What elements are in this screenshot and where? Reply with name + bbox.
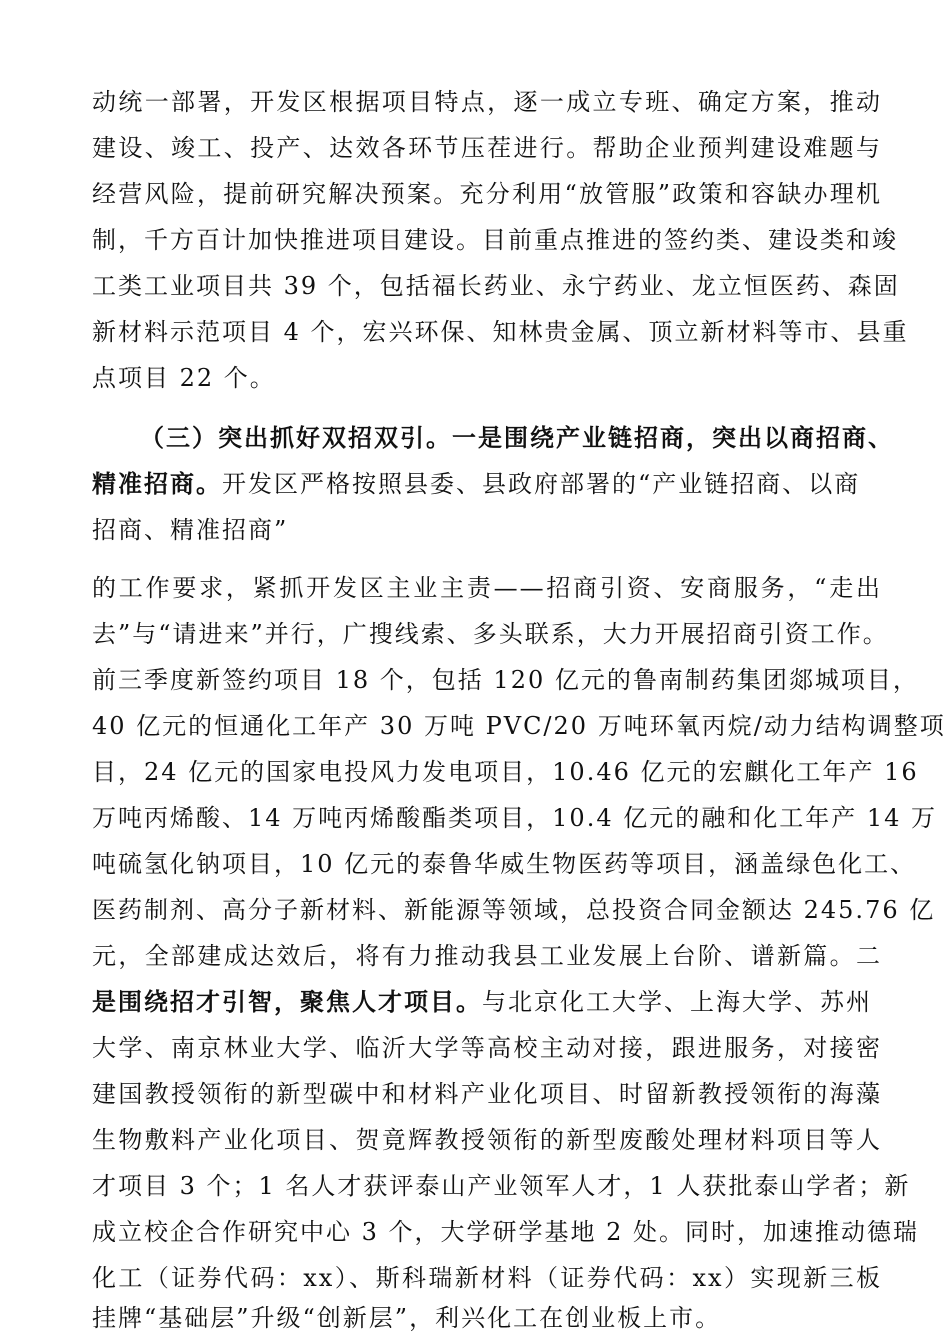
text-line: 才项目 3 个；1 名人才获评泰山产业领军人才，1 人获批泰山学者；新 — [92, 1172, 911, 1200]
text-line: 的工作要求，紧抓开发区主业主责——招商引资、安商服务，“走出 — [92, 574, 882, 602]
text-span: 与北京化工大学、上海大学、苏州 — [482, 988, 872, 1016]
text-line: 40 亿元的恒通化工年产 30 万吨 PVC/20 万吨环氧丙烷/动力结构调整项 — [92, 712, 946, 740]
text-line: 生物敷料产业化项目、贺竟辉教授领衔的新型废酸处理材料项目等人 — [92, 1126, 882, 1154]
text-line: 医药制剂、高分子新材料、新能源等领域，总投资合同金额达 245.76 亿 — [92, 896, 936, 924]
text-line: 大学、南京林业大学、临沂大学等高校主动对接，跟进服务，对接密 — [92, 1034, 882, 1062]
text-line: 招商、精准招商” — [92, 516, 289, 544]
text-line: 吨硫氢化钠项目，10 亿元的泰鲁华威生物医药等项目，涵盖绿色化工、 — [92, 850, 917, 878]
text-line: 去”与“请进来”并行，广搜线索、多头联系，大力开展招商引资工作。 — [92, 620, 889, 648]
text-line: 目，24 亿元的国家电投风力发电项目，10.46 亿元的宏麒化工年产 16 — [92, 758, 919, 786]
text-line: 建设、竣工、投产、达效各环节压茬进行。帮助企业预判建设难题与 — [92, 134, 882, 162]
text-line: 元，全部建成达效后，将有力推动我县工业发展上台阶、谱新篇。二 — [92, 942, 882, 970]
text-line: 经营风险，提前研究解决预案。充分利用“放管服”政策和容缺办理机 — [92, 180, 882, 208]
text-line: 前三季度新签约项目 18 个，包括 120 亿元的鲁南制药集团郯城项目， — [92, 666, 919, 694]
bold-phrase: 是围绕招才引智，聚焦人才项目。 — [92, 987, 482, 1016]
section-heading: （三）突出抓好双招双引。一是围绕产业链招商，突出以商招商、 — [140, 423, 894, 452]
text-line: 化工（证券代码：xx）、斯科瑞新材料（证券代码：xx）实现新三板 — [92, 1264, 882, 1292]
bold-phrase: 精准招商。 — [92, 469, 222, 498]
text-line: 挂牌“基础层”升级“创新层”，利兴化工在创业板上市。 — [92, 1304, 722, 1332]
text-line: 点项目 22 个。 — [92, 364, 276, 392]
text-span: 开发区严格按照县委、县政府部署的“产业链招商、以商 — [222, 470, 861, 498]
text-line: 动统一部署，开发区根据项目特点，逐一成立专班、确定方案，推动 — [92, 88, 882, 116]
text-line: 制，千方百计加快推进项目建设。目前重点推进的签约类、建设类和竣 — [92, 226, 898, 254]
text-line — [92, 984, 882, 1020]
text-line: 成立校企合作研究中心 3 个，大学研学基地 2 处。同时，加速推动德瑞 — [92, 1218, 920, 1246]
text-line: 建国教授领衔的新型碳中和材料产业化项目、时留新教授领衔的海藻 — [92, 1080, 882, 1108]
text-line: 工类工业项目共 39 个，包括福长药业、永宁药业、龙立恒医药、森固 — [92, 272, 900, 300]
text-line — [92, 466, 882, 502]
text-line: 新材料示范项目 4 个，宏兴环保、知林贵金属、顶立新材料等市、县重 — [92, 318, 909, 346]
text-line: 万吨丙烯酸、14 万吨丙烯酸酯类项目，10.4 亿元的融和化工年产 14 万 — [92, 804, 938, 832]
